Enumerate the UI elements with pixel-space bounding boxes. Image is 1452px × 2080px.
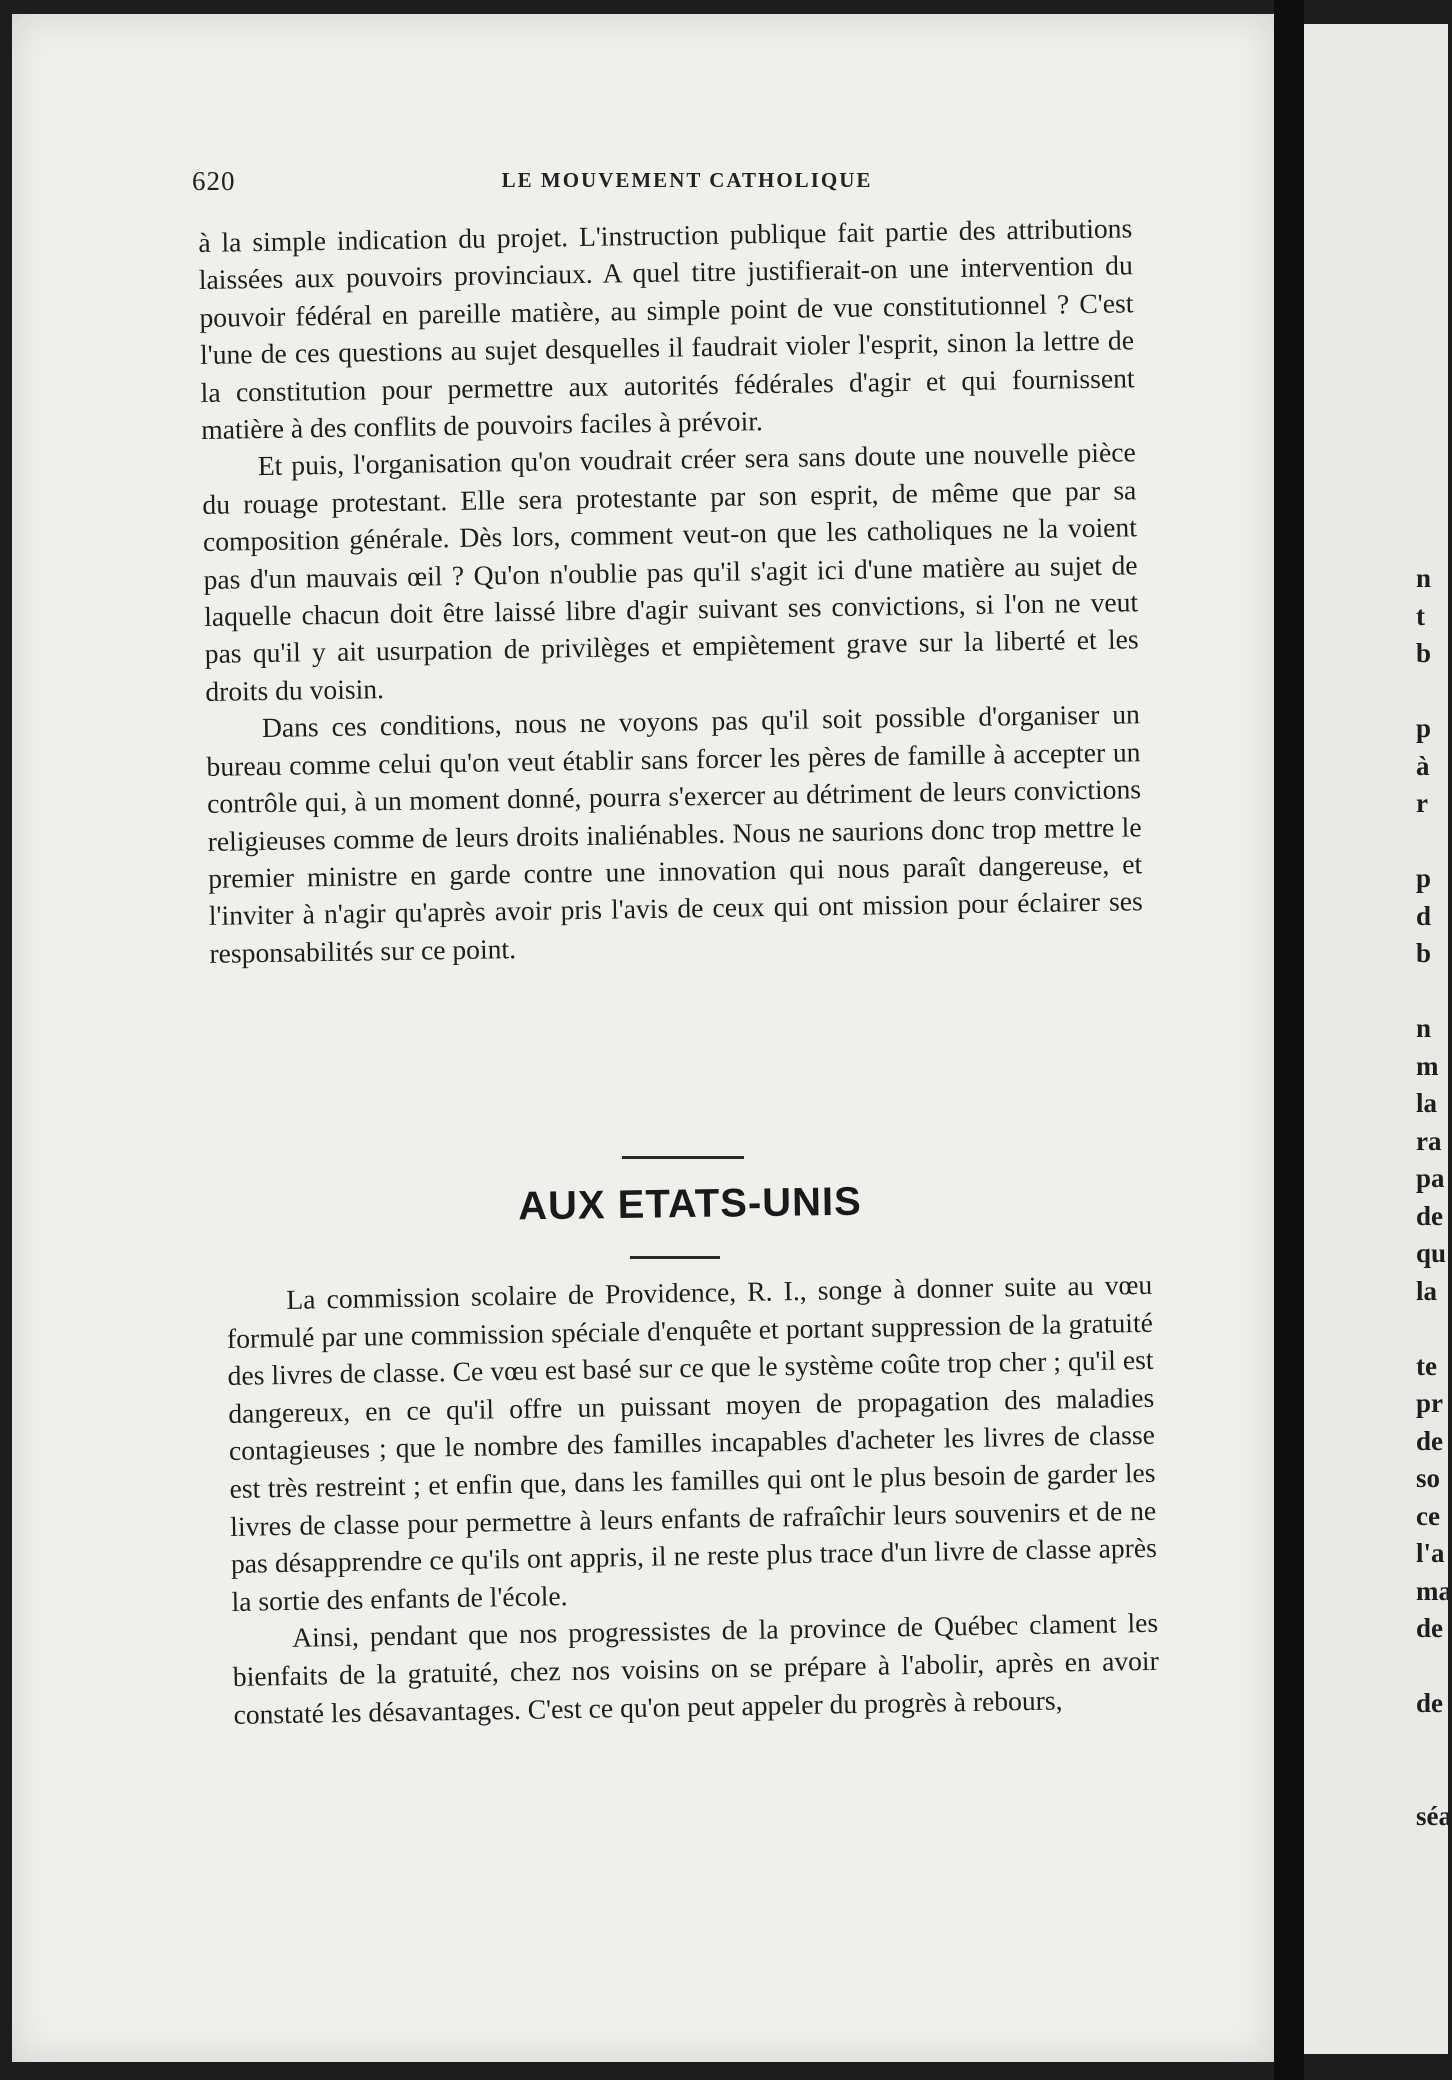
paragraph: Ainsi, pendant que nos progressistes de la province de Québec clament les bienfaits de la gratuité, chez nos voisins on se prépare à l'abolir, après en avoir constaté les désavantages. C'est ce qu'on peut appeler du progrès à rebours, xyxy=(232,1607,1160,1730)
section-rule-bottom xyxy=(630,1256,720,1259)
facing-page-fragment xyxy=(1416,973,1448,1011)
facing-page-fragment: pr xyxy=(1416,1388,1443,1418)
facing-page-fragment xyxy=(1416,673,1448,711)
facing-page-fragment xyxy=(1416,1648,1448,1686)
facing-page-fragment: n xyxy=(1416,1013,1432,1043)
facing-page-text-fragments xyxy=(1416,560,1452,1835)
facing-page-fragment: ce xyxy=(1416,1500,1440,1531)
facing-page-fragment: te xyxy=(1416,1350,1437,1381)
facing-page-fragment: p xyxy=(1416,713,1432,743)
facing-page-fragment: t xyxy=(1416,600,1425,631)
paragraph: Dans ces conditions, nous ne voyons pas qu'il soit possible d'organiser un bureau comme celui qu'on veut établir sans forcer les pères de famille à accepter un contrôle qui, à un moment donné, pourra s'exercer au détriment de leurs convictions religieuses comme de leurs droits inaliénables. Nous ne saurions donc trop mettre le premier ministre en garde contre une innovation qui nous paraît dangereuse, et l'inviter à n'agir qu'après avoir pris l'avis de ceux qui ont mission pour éclairer ses responsabilités sur ce point. xyxy=(206,698,1143,969)
facing-page-fragment: séa xyxy=(1416,1800,1452,1831)
facing-page-fragment: ma xyxy=(1416,1575,1452,1606)
facing-page-fragment: b xyxy=(1416,938,1432,968)
facing-page-fragment: de xyxy=(1416,1688,1443,1718)
facing-page-fragment: pa xyxy=(1416,1163,1445,1193)
facing-page-fragment: n xyxy=(1416,563,1432,593)
facing-page-fragment: de xyxy=(1416,1425,1443,1456)
facing-page-fragment: qu xyxy=(1416,1238,1447,1268)
running-head xyxy=(192,166,1122,200)
section-heading: AUX ETATS-UNIS xyxy=(517,1179,863,1229)
section-rule-top xyxy=(622,1156,744,1159)
facing-page-fragment: de xyxy=(1416,1200,1443,1231)
book-gutter xyxy=(1274,0,1304,2080)
journal-title: LE MOUVEMENT CATHOLIQUE xyxy=(501,168,873,192)
facing-page-fragment: d xyxy=(1416,900,1432,931)
section-body xyxy=(226,1266,1160,1733)
facing-page-fragment: à xyxy=(1416,750,1430,781)
facing-page-fragment: la xyxy=(1416,1088,1438,1118)
page-number: 620 xyxy=(192,166,236,196)
facing-page-fragment xyxy=(1416,1723,1448,1761)
facing-page-fragment: m xyxy=(1416,1050,1439,1081)
facing-page-fragment: la xyxy=(1416,1275,1438,1306)
facing-page-fragment: l'a xyxy=(1416,1538,1445,1568)
facing-page-fragment xyxy=(1416,1760,1448,1798)
article-continuation xyxy=(198,209,1144,972)
facing-page-fragment xyxy=(1416,1310,1448,1348)
paragraph: à la simple indication du projet. L'instruction publique fait partie des attributions laissées aux pouvoirs provinciaux. A quel titre justifierait-on une intervention du pouvoir fédéral en pareille matière, au simple point de vue constitutionnel ? C'est l'une de ces questions au sujet desquelles il faudrait violer l'esprit, sinon la lettre de la constitution pour permettre aux autorités fédérales d'agir et qui fournissent matière à des conflits de pouvoirs faciles à prévoir. xyxy=(198,212,1135,446)
facing-page-fragment: p xyxy=(1416,863,1432,893)
paragraph: Et puis, l'organisation qu'on voudrait créer sera sans doute une nouvelle pièce du rouage protestant. Elle sera protestante par son esprit, de même que par sa composition générale. Dès lors, comment veut-on que les catholiques ne la voient pas d'un mauvais œil ? Qu'on n'oublie pas qu'il s'agit ici d'une matière au sujet de laquelle chacun doit être laissé libre d'agir suivant ses convictions, si l'on ne veut pas qu'il y ait usurpation de privilèges et empiètement grave sur la liberté et les droits du voisin. xyxy=(202,436,1139,707)
facing-page-fragment: de xyxy=(1416,1613,1443,1643)
paragraph: La commission scolaire de Providence, R. I., songe à donner suite au vœu formulé par une commission spéciale d'enquête et portant suppression de la gratuité des livres de classe. Ce vœu est basé sur ce que le système coûte trop cher ; qu'il est dangereux, en ce qu'il offre un puissant moyen de propagation des maladies contagieuses ; que le nombre des familles incapables d'acheter les livres de classe est très restreint ; et enfin que, dans les familles qui ont le plus besoin de garder les livres de classe pour permettre à leurs enfants de rafraîchir leurs souvenirs et de ne pas désapprendre ce qu'ils ont appris, il ne reste plus trace d'un livre de classe après la sortie des enfants de l'école. xyxy=(226,1268,1158,1617)
facing-page-fragment: so xyxy=(1416,1463,1441,1493)
facing-page-fragment: r xyxy=(1416,788,1428,818)
facing-page-fragment: ra xyxy=(1416,1125,1442,1156)
facing-page-fragment: b xyxy=(1416,638,1432,668)
facing-page-fragment xyxy=(1416,823,1448,861)
